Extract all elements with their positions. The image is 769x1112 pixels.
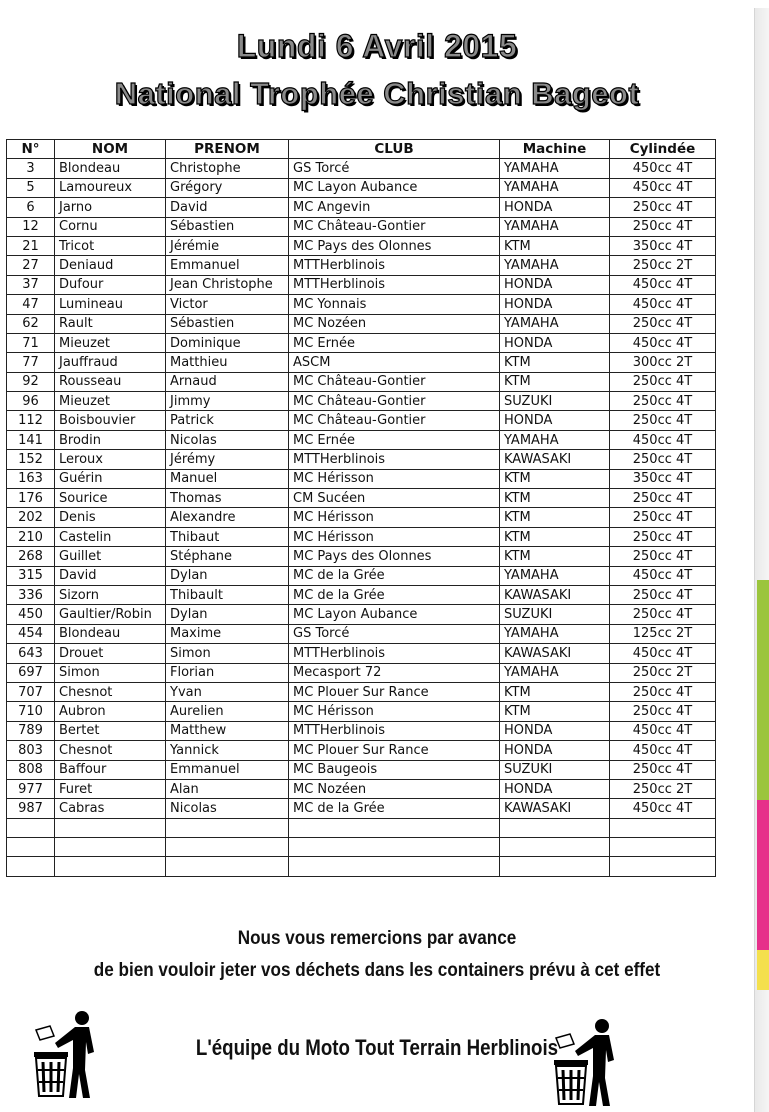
cell-cylindee: 250cc 4T [610,372,716,391]
cell-number: 643 [7,644,55,663]
cell-club: GS Torcé [289,159,500,178]
cell-prenom: Jérémie [166,236,289,255]
cell-cylindee: 250cc 2T [610,779,716,798]
table-row [7,721,716,740]
cell-nom: Chesnot [55,682,166,701]
table-row [7,489,716,508]
cell-prenom: Jean Christophe [166,275,289,294]
cell-club: MC de la Grée [289,566,500,585]
col-header-prenom: PRENOM [166,140,289,159]
cell-nom: Furet [55,779,166,798]
side-strip-green [757,580,769,800]
cell-club: MC de la Grée [289,799,500,818]
side-strip-pink [757,800,769,950]
cell-cylindee: 250cc 4T [610,198,716,217]
cell-club: MC Hérisson [289,469,500,488]
cell-prenom: Nicolas [166,430,289,449]
cell-nom: Denis [55,508,166,527]
cell-number: 6 [7,198,55,217]
cell-nom: Guillet [55,547,166,566]
cell-club: MC Ernée [289,333,500,352]
cell-number: 92 [7,372,55,391]
cell-nom: Castelin [55,527,166,546]
cell-cylindee: 300cc 2T [610,353,716,372]
cell-prenom: Yvan [166,682,289,701]
cell-machine: YAMAHA [500,256,610,275]
cell-prenom: Dylan [166,566,289,585]
cell-club: MC Layon Aubance [289,178,500,197]
cell-number: 62 [7,314,55,333]
table-row [7,159,716,178]
cell-prenom: Dominique [166,333,289,352]
cell-number: 697 [7,663,55,682]
cell-prenom: Emmanuel [166,760,289,779]
cell-nom: Blondeau [55,624,166,643]
cell-number: 268 [7,547,55,566]
cell-machine [500,838,610,857]
cell-machine: HONDA [500,411,610,430]
cell-prenom [166,818,289,837]
table-row [7,295,716,314]
table-row [7,702,716,721]
cell-club: GS Torcé [289,624,500,643]
cell-machine: KTM [500,469,610,488]
cell-cylindee [610,838,716,857]
cell-club: MC Hérisson [289,527,500,546]
cell-cylindee: 250cc 4T [610,489,716,508]
cell-machine: HONDA [500,275,610,294]
cell-club: MC Plouer Sur Rance [289,741,500,760]
cell-club [289,857,500,876]
cell-nom: Jauffraud [55,353,166,372]
cell-machine: KAWASAKI [500,450,610,469]
cell-club: MC Baugeois [289,760,500,779]
cell-cylindee: 250cc 4T [610,314,716,333]
cell-machine: YAMAHA [500,566,610,585]
cell-prenom: Nicolas [166,799,289,818]
cell-club: MC de la Grée [289,585,500,604]
table-row [7,430,716,449]
cell-cylindee: 250cc 4T [610,217,716,236]
cell-nom: Simon [55,663,166,682]
cell-club: MC Layon Aubance [289,605,500,624]
table-row [7,566,716,585]
cell-club: MC Yonnais [289,295,500,314]
cell-number: 96 [7,392,55,411]
cell-club: MTTHerblinois [289,450,500,469]
cell-cylindee: 450cc 4T [610,721,716,740]
cell-number [7,838,55,857]
table-row [7,624,716,643]
table-row [7,527,716,546]
cell-number: 987 [7,799,55,818]
cell-prenom: Maxime [166,624,289,643]
cell-cylindee: 250cc 4T [610,411,716,430]
table-row [7,760,716,779]
cell-prenom: Alexandre [166,508,289,527]
cell-nom: Brodin [55,430,166,449]
cell-number: 336 [7,585,55,604]
thanks-message-line2: de bien vouloir jeter vos déchets dans les containers prévu à cet effet [93,960,661,981]
cell-cylindee: 250cc 2T [610,663,716,682]
table-row [7,314,716,333]
cell-machine [500,857,610,876]
cell-cylindee: 125cc 2T [610,624,716,643]
table-row [7,663,716,682]
cell-number: 27 [7,256,55,275]
col-header-machine: Machine [500,140,610,159]
cell-cylindee: 450cc 4T [610,741,716,760]
cell-club: MC Pays des Olonnes [289,236,500,255]
cell-nom [55,818,166,837]
cell-number: 454 [7,624,55,643]
cell-club: MC Ernée [289,430,500,449]
cell-cylindee: 450cc 4T [610,799,716,818]
table-row [7,217,716,236]
cell-nom: Rault [55,314,166,333]
cell-number: 152 [7,450,55,469]
cell-machine: HONDA [500,198,610,217]
cell-prenom: Jimmy [166,392,289,411]
cell-nom: David [55,566,166,585]
cell-cylindee: 250cc 4T [610,450,716,469]
cell-nom: Mieuzet [55,333,166,352]
cell-club: MC Château-Gontier [289,411,500,430]
cell-prenom: Yannick [166,741,289,760]
trash-bin-icon [548,1016,628,1108]
cell-machine: SUZUKI [500,605,610,624]
cell-machine: KTM [500,682,610,701]
cell-cylindee: 450cc 4T [610,275,716,294]
table-header [7,140,716,159]
cell-club: MTTHerblinois [289,256,500,275]
cell-prenom: Sébastien [166,314,289,333]
cell-number: 803 [7,741,55,760]
cell-cylindee: 250cc 4T [610,508,716,527]
table-row [7,682,716,701]
cell-number: 12 [7,217,55,236]
cell-number: 450 [7,605,55,624]
cell-club: MC Château-Gontier [289,217,500,236]
cell-number: 21 [7,236,55,255]
cell-machine: HONDA [500,779,610,798]
cell-nom: Lumineau [55,295,166,314]
table-row [7,818,716,837]
cell-prenom: Victor [166,295,289,314]
cell-prenom: Stéphane [166,547,289,566]
cell-nom: Blondeau [55,159,166,178]
cell-prenom: Emmanuel [166,256,289,275]
col-header-nom: NOM [55,140,166,159]
cell-nom: Drouet [55,644,166,663]
cell-cylindee: 450cc 4T [610,644,716,663]
cell-club: MC Château-Gontier [289,392,500,411]
cell-cylindee: 250cc 4T [610,392,716,411]
cell-machine: KTM [500,236,610,255]
cell-cylindee: 250cc 2T [610,256,716,275]
cell-number: 37 [7,275,55,294]
table-row [7,178,716,197]
cell-prenom [166,838,289,857]
cell-nom: Aubron [55,702,166,721]
col-header-number: N° [7,140,55,159]
cell-nom: Rousseau [55,372,166,391]
cell-number: 707 [7,682,55,701]
cell-number: 977 [7,779,55,798]
side-strip-yellow [757,950,769,990]
cell-number: 3 [7,159,55,178]
cell-machine: YAMAHA [500,314,610,333]
cell-prenom: Dylan [166,605,289,624]
cell-cylindee [610,857,716,876]
cell-number: 71 [7,333,55,352]
cell-number: 141 [7,430,55,449]
table-row [7,857,716,876]
cell-nom [55,838,166,857]
cell-prenom: Sébastien [166,217,289,236]
cell-cylindee: 250cc 4T [610,702,716,721]
cell-prenom: Matthew [166,721,289,740]
cell-club: ASCM [289,353,500,372]
cell-nom: Tricot [55,236,166,255]
cell-number: 176 [7,489,55,508]
cell-nom: Lamoureux [55,178,166,197]
page-title-date: Lundi 6 Avril 2015 [236,28,518,64]
table-row [7,741,716,760]
cell-club: MC Hérisson [289,702,500,721]
cell-nom: Leroux [55,450,166,469]
cell-nom: Cornu [55,217,166,236]
cell-nom: Bertet [55,721,166,740]
cell-nom: Sizorn [55,585,166,604]
cell-prenom: Thibaut [166,527,289,546]
cell-prenom: Grégory [166,178,289,197]
cell-machine: KTM [500,489,610,508]
cell-club: MC Nozéen [289,779,500,798]
cell-machine: YAMAHA [500,178,610,197]
cell-nom: Jarno [55,198,166,217]
cell-nom: Baffour [55,760,166,779]
cell-machine: KTM [500,527,610,546]
cell-machine: KAWASAKI [500,799,610,818]
table-body [7,159,716,876]
cell-prenom: Matthieu [166,353,289,372]
table-row [7,392,716,411]
table-row [7,236,716,255]
cell-prenom: Christophe [166,159,289,178]
cell-number: 5 [7,178,55,197]
col-header-cylindee: Cylindée [610,140,716,159]
cell-machine: SUZUKI [500,760,610,779]
table-row [7,508,716,527]
cell-machine [500,818,610,837]
col-header-club: CLUB [289,140,500,159]
table-row [7,372,716,391]
cell-cylindee: 250cc 4T [610,605,716,624]
team-signature: L'équipe du Moto Tout Terrain Herblinois [195,1035,559,1060]
cell-number: 710 [7,702,55,721]
thanks-message-line1: Nous vous remercions par avance [237,928,517,949]
cell-nom: Guérin [55,469,166,488]
cell-club [289,818,500,837]
cell-club: MTTHerblinois [289,275,500,294]
cell-club: MC Château-Gontier [289,372,500,391]
cell-nom: Cabras [55,799,166,818]
table-row [7,469,716,488]
cell-prenom: Jérémy [166,450,289,469]
table-row [7,198,716,217]
cell-nom: Deniaud [55,256,166,275]
cell-club: CM Sucéen [289,489,500,508]
cell-machine: YAMAHA [500,430,610,449]
table-row [7,644,716,663]
table-row [7,838,716,857]
cell-prenom: Alan [166,779,289,798]
cell-prenom: Aurelien [166,702,289,721]
cell-nom: Gaultier/Robin [55,605,166,624]
cell-club: MTTHerblinois [289,721,500,740]
cell-prenom: Florian [166,663,289,682]
cell-machine: HONDA [500,295,610,314]
cell-number [7,818,55,837]
cell-club [289,838,500,857]
cell-cylindee: 450cc 4T [610,159,716,178]
cell-number: 210 [7,527,55,546]
cell-prenom: Thomas [166,489,289,508]
cell-machine: KTM [500,353,610,372]
cell-machine: KTM [500,547,610,566]
cell-machine: KTM [500,372,610,391]
table-row [7,256,716,275]
cell-cylindee: 350cc 4T [610,469,716,488]
cell-nom: Boisbouvier [55,411,166,430]
cell-machine: HONDA [500,741,610,760]
cell-club: MC Nozéen [289,314,500,333]
cell-machine: YAMAHA [500,159,610,178]
cell-club: MC Angevin [289,198,500,217]
cell-number: 163 [7,469,55,488]
cell-prenom: Thibault [166,585,289,604]
cell-club: MTTHerblinois [289,644,500,663]
cell-nom [55,857,166,876]
cell-prenom: Arnaud [166,372,289,391]
cell-prenom [166,857,289,876]
cell-prenom: David [166,198,289,217]
cell-nom: Mieuzet [55,392,166,411]
table-row [7,799,716,818]
cell-cylindee: 450cc 4T [610,178,716,197]
cell-cylindee: 450cc 4T [610,333,716,352]
cell-cylindee: 250cc 4T [610,585,716,604]
cell-number: 808 [7,760,55,779]
cell-number [7,857,55,876]
cell-nom: Sourice [55,489,166,508]
cell-machine: KAWASAKI [500,644,610,663]
cell-club: MC Hérisson [289,508,500,527]
cell-machine: YAMAHA [500,663,610,682]
cell-club: MC Pays des Olonnes [289,547,500,566]
table-row [7,585,716,604]
table-row [7,605,716,624]
results-table [6,139,716,877]
cell-club: Mecasport 72 [289,663,500,682]
cell-nom: Chesnot [55,741,166,760]
cell-prenom: Simon [166,644,289,663]
cell-cylindee: 250cc 4T [610,547,716,566]
cell-cylindee: 350cc 4T [610,236,716,255]
cell-cylindee: 250cc 4T [610,682,716,701]
table-row [7,275,716,294]
cell-number: 202 [7,508,55,527]
cell-machine: SUZUKI [500,392,610,411]
cell-number: 47 [7,295,55,314]
cell-cylindee: 450cc 4T [610,566,716,585]
cell-number: 789 [7,721,55,740]
cell-cylindee: 450cc 4T [610,295,716,314]
table-row [7,779,716,798]
cell-machine: KTM [500,702,610,721]
cell-machine: HONDA [500,721,610,740]
table-row [7,547,716,566]
cell-machine: HONDA [500,333,610,352]
cell-cylindee: 450cc 4T [610,430,716,449]
cell-machine: KTM [500,508,610,527]
cell-cylindee [610,818,716,837]
table-row [7,411,716,430]
table-row [7,353,716,372]
cell-prenom: Patrick [166,411,289,430]
cell-cylindee: 250cc 4T [610,527,716,546]
table-row [7,450,716,469]
cell-prenom: Manuel [166,469,289,488]
cell-machine: YAMAHA [500,217,610,236]
cell-number: 77 [7,353,55,372]
cell-machine: KAWASAKI [500,585,610,604]
page-title-event: National Trophée Christian Bageot [114,76,640,111]
table-row [7,333,716,352]
cell-number: 315 [7,566,55,585]
cell-cylindee: 250cc 4T [610,760,716,779]
cell-machine: YAMAHA [500,624,610,643]
cell-nom: Dufour [55,275,166,294]
cell-number: 112 [7,411,55,430]
cell-club: MC Plouer Sur Rance [289,682,500,701]
